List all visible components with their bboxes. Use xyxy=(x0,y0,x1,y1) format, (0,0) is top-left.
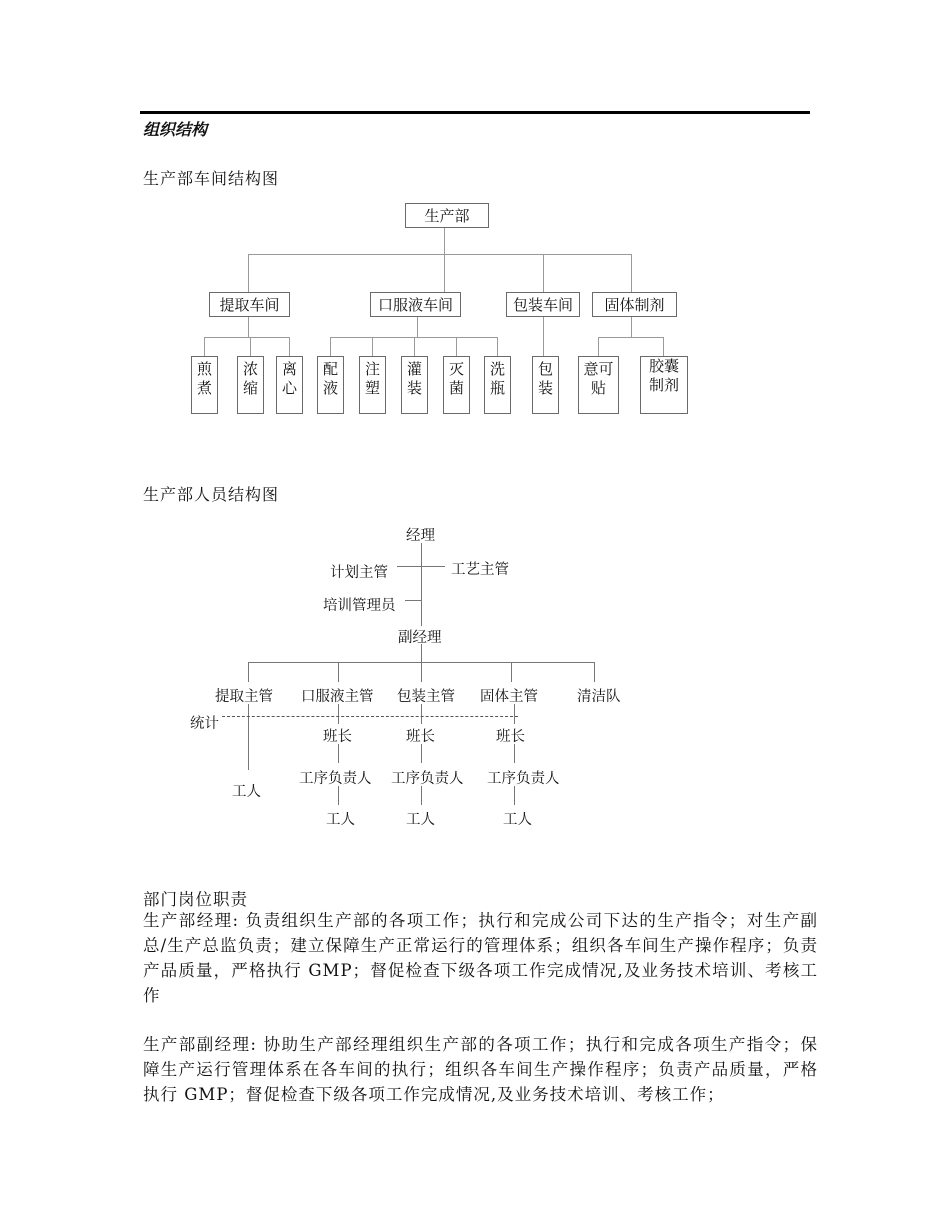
deputy-duties-paragraph: 生产部副经理: 协助生产部经理组织生产部的各项工作；执行和完成各项生产指令；保障生产运行管理体系在各车间的执行；组织各车间生产操作程序；负责产品质量，严格执行 GMP；督促检查下级各项工作完成情况,及业务技术培训、考核工作； xyxy=(143,1035,818,1104)
connector xyxy=(543,254,544,292)
node-team-leader: 班长 xyxy=(496,729,525,745)
workshop-chart-title: 生产部车间结构图 xyxy=(143,169,280,188)
connector xyxy=(456,337,457,356)
node-solid-supervisor: 固体主管 xyxy=(480,689,538,705)
connector xyxy=(338,704,339,724)
connector xyxy=(631,254,632,292)
leaf-pack: 包 装 xyxy=(532,356,559,414)
connector xyxy=(397,566,445,567)
connector xyxy=(248,254,632,255)
connector xyxy=(514,786,515,805)
node-extraction-supervisor: 提取主管 xyxy=(215,689,273,705)
connector xyxy=(248,704,249,770)
node-statistics: 统计 xyxy=(190,712,221,733)
node-process-lead: 工序负责人 xyxy=(391,771,464,787)
node-manager: 经理 xyxy=(406,528,435,544)
node-deputy-manager: 副经理 xyxy=(398,630,442,646)
connector xyxy=(248,316,249,337)
connector xyxy=(372,337,373,356)
node-team-leader: 班长 xyxy=(406,729,435,745)
connector xyxy=(598,337,599,356)
connector xyxy=(421,662,422,682)
personnel-chart-title: 生产部人员结构图 xyxy=(143,485,280,504)
section-title: 组织结构 xyxy=(143,120,208,139)
leaf-mix-liquid: 配 液 xyxy=(317,356,344,414)
connector xyxy=(248,662,249,682)
node-extraction-workshop: 提取车间 xyxy=(209,292,290,317)
connector xyxy=(204,337,205,356)
connector xyxy=(250,337,251,356)
duties-heading: 部门岗位职责 xyxy=(143,890,248,909)
node-process-lead: 工序负责人 xyxy=(487,771,560,787)
connector xyxy=(248,254,249,292)
connector xyxy=(497,337,498,356)
node-cleaning-team: 清洁队 xyxy=(577,689,621,705)
connector xyxy=(405,600,421,601)
connector xyxy=(338,744,339,763)
leaf-capsule: 胶囊 制剂 xyxy=(640,356,688,414)
manager-duties-paragraph: 生产部经理: 负责组织生产部的各项工作；执行和完成公司下达的生产指令；对生产副总/生产总监负责；建立保障生产正常运行的管理体系；组织各车间生产操作程序；负责产品质量，严格执行 GMP；督促检查下级各项工作完成情况,及业务技术培训、考核工作 xyxy=(143,911,818,1005)
leaf-injection-mold: 注 塑 xyxy=(359,356,386,414)
node-worker: 工人 xyxy=(326,812,355,828)
connector xyxy=(444,228,445,255)
connector xyxy=(514,744,515,763)
connector xyxy=(421,786,422,805)
connector xyxy=(421,744,422,763)
leaf-decoct: 煎 煮 xyxy=(191,356,218,414)
connector xyxy=(631,316,632,337)
leaf-concentrate: 浓 缩 xyxy=(237,356,264,414)
leaf-wash-bottle: 洗 瓶 xyxy=(484,356,511,414)
node-oral-liquid-supervisor: 口服液主管 xyxy=(301,689,374,705)
connector xyxy=(663,337,664,356)
node-team-leader: 班长 xyxy=(323,729,352,745)
node-plan-supervisor: 计划主管 xyxy=(330,565,388,581)
leaf-filling: 灌 装 xyxy=(401,356,428,414)
connector xyxy=(338,786,339,805)
node-training-admin: 培训管理员 xyxy=(323,598,396,614)
node-oral-liquid-workshop: 口服液车间 xyxy=(370,292,461,317)
connector xyxy=(338,662,339,682)
connector xyxy=(421,543,422,626)
leaf-centrifuge: 离 心 xyxy=(276,356,303,414)
connector xyxy=(417,316,418,337)
connector xyxy=(511,662,512,682)
header-rule xyxy=(140,111,810,114)
connector xyxy=(594,662,595,682)
connector xyxy=(543,316,544,356)
leaf-yikete: 意可 贴 xyxy=(578,356,619,414)
connector xyxy=(444,254,445,292)
node-packaging-supervisor: 包装主管 xyxy=(397,689,455,705)
node-worker: 工人 xyxy=(503,812,532,828)
node-process-supervisor: 工艺主管 xyxy=(451,562,509,578)
connector xyxy=(514,704,515,724)
leaf-sterilize: 灭 菌 xyxy=(443,356,470,414)
node-process-lead: 工序负责人 xyxy=(299,771,372,787)
connector xyxy=(204,337,290,338)
node-worker: 工人 xyxy=(406,812,435,828)
connector xyxy=(598,337,664,338)
connector xyxy=(421,704,422,724)
node-packaging-workshop: 包装车间 xyxy=(506,292,580,317)
node-solid-prep-workshop: 固体制剂 xyxy=(592,292,677,317)
node-worker: 工人 xyxy=(232,784,261,800)
node-production-dept: 生产部 xyxy=(405,203,489,228)
statistics-dashed-line xyxy=(222,716,518,717)
connector xyxy=(330,337,331,356)
connector xyxy=(414,337,415,356)
connector xyxy=(289,337,290,356)
